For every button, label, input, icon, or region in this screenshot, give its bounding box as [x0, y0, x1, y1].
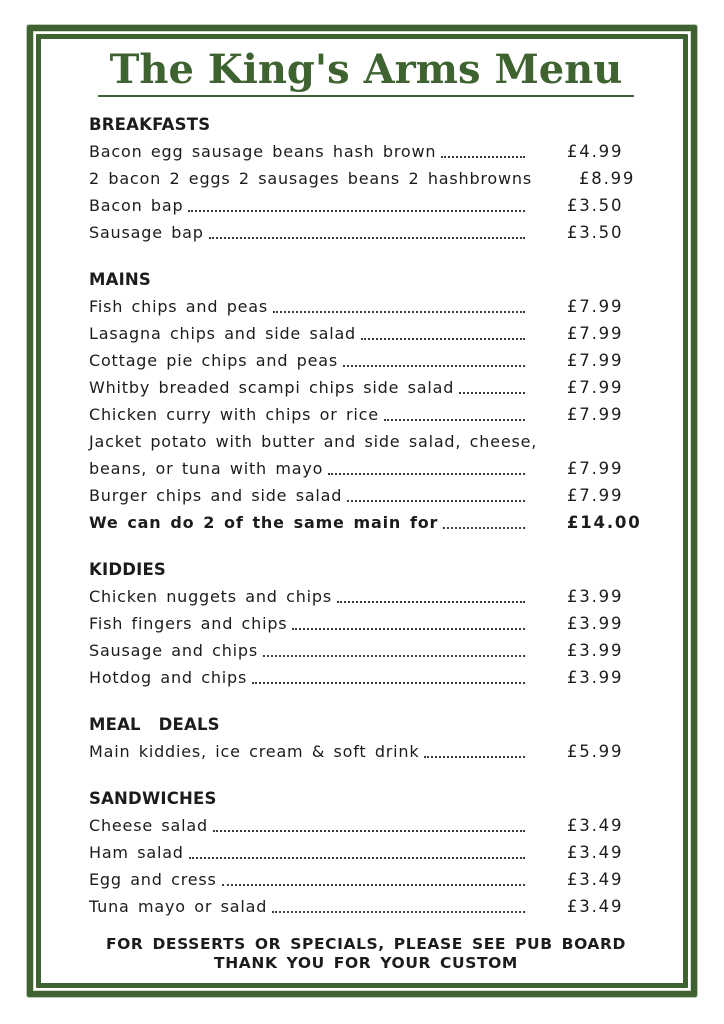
menu-title: The King's Arms Menu — [98, 47, 635, 97]
menu-footer — [89, 935, 643, 973]
menu-item-row — [89, 320, 643, 347]
decorative-border-inner — [36, 34, 688, 988]
menu-item-name: Cottage pie chips and peas — [89, 351, 339, 370]
menu-item-name: Cheese salad — [89, 816, 208, 835]
menu-item-name: Lasagna chips and side salad — [89, 324, 357, 343]
menu-item-row — [89, 455, 643, 482]
menu-section — [89, 266, 643, 536]
dotted-leader — [384, 419, 525, 421]
menu-item-price: £7.99 — [567, 459, 624, 478]
menu-item-row — [89, 219, 643, 246]
menu-item-row — [89, 637, 643, 664]
menu-item-row — [89, 583, 643, 610]
dotted-leader — [273, 311, 525, 313]
footer-line-2: THANK YOU FOR YOUR CUSTOM — [214, 954, 518, 972]
menu-item-price: £3.99 — [567, 641, 624, 660]
menu-item-price: £14.00 — [567, 513, 642, 532]
dotted-leader — [361, 338, 525, 340]
menu-item-row — [89, 347, 643, 374]
section-rows — [89, 812, 643, 920]
menu-item-name: Bacon bap — [89, 196, 184, 215]
menu-item-row — [89, 401, 643, 428]
menu-item-price: £3.99 — [567, 614, 624, 633]
menu-item-name: We can do 2 of the same main for — [89, 513, 439, 532]
dotted-leader — [189, 857, 525, 859]
menu-item-name: Sausage bap — [89, 223, 204, 242]
dotted-leader — [209, 237, 525, 239]
section-rows — [89, 738, 643, 765]
menu-item-row — [89, 738, 643, 765]
menu-item-name: Chicken curry with chips or rice — [89, 405, 379, 424]
menu-item-price: £3.99 — [567, 587, 624, 606]
menu-item-name: 2 bacon 2 eggs 2 sausages beans 2 hashbrowns — [89, 169, 532, 188]
menu-item-price: £7.99 — [567, 351, 624, 370]
menu-item-price: £7.99 — [567, 486, 624, 505]
footer-line-1: FOR DESSERTS OR SPECIALS, PLEASE SEE PUB BOARD — [105, 935, 627, 953]
dotted-leader — [328, 473, 525, 475]
dotted-leader — [459, 392, 525, 394]
menu-content — [41, 39, 683, 983]
menu-item-row — [89, 610, 643, 637]
section-title: MAINS — [89, 270, 152, 289]
dotted-leader — [292, 628, 525, 630]
menu-sections — [89, 111, 643, 920]
menu-item-price: £8.99 — [578, 169, 636, 188]
menu-item-price: £3.50 — [567, 196, 624, 215]
menu-item-row — [89, 839, 643, 866]
section-title: SANDWICHES — [89, 789, 217, 808]
menu-item-price: £3.49 — [567, 897, 624, 916]
menu-section — [89, 111, 643, 246]
section-title: BREAKFASTS — [89, 115, 211, 134]
decorative-border-outer — [27, 25, 697, 997]
menu-item-name: Tuna mayo or salad — [89, 897, 268, 916]
dotted-leader — [222, 884, 525, 886]
dotted-leader — [424, 756, 525, 758]
menu-section — [89, 785, 643, 920]
menu-item-row — [89, 165, 643, 192]
menu-item-price: £7.99 — [567, 378, 624, 397]
menu-item-price: £7.99 — [567, 324, 624, 343]
menu-item-name: Fish fingers and chips — [89, 614, 288, 633]
dotted-leader — [337, 601, 525, 603]
menu-item-name: Bacon egg sausage beans hash brown — [89, 142, 437, 161]
menu-item-row — [89, 893, 643, 920]
section-rows — [89, 293, 643, 536]
dotted-leader — [441, 156, 525, 158]
menu-item-price: £5.99 — [567, 742, 624, 761]
dotted-leader — [252, 682, 525, 684]
menu-item-row — [89, 812, 643, 839]
menu-item-price: £7.99 — [567, 297, 624, 316]
menu-item-name: Fish chips and peas — [89, 297, 269, 316]
menu-item-name: Jacket potato with butter and side salad, cheese, — [89, 432, 538, 451]
menu-item-price: £3.49 — [567, 816, 624, 835]
menu-item-row — [89, 374, 643, 401]
section-rows — [89, 583, 643, 691]
menu-item-name: Burger chips and side salad — [89, 486, 343, 505]
menu-item-price: £7.99 — [567, 405, 624, 424]
section-title: KIDDIES — [89, 560, 167, 579]
section-rows — [89, 138, 643, 246]
section-title: MEAL DEALS — [89, 715, 220, 734]
menu-item-price: £3.50 — [567, 223, 624, 242]
dotted-leader — [443, 527, 525, 529]
menu-item-price: £3.49 — [567, 870, 624, 889]
menu-item-name: Egg and cress — [89, 870, 217, 889]
menu-item-name: Ham salad — [89, 843, 184, 862]
menu-item-row — [89, 482, 643, 509]
menu-item-price: £3.99 — [567, 668, 624, 687]
menu-section — [89, 711, 643, 765]
title-area — [89, 47, 643, 97]
menu-item-row — [89, 866, 643, 893]
menu-item-row — [89, 293, 643, 320]
menu-item-row — [89, 509, 643, 536]
menu-item-name: Hotdog and chips — [89, 668, 248, 687]
menu-item-name: Main kiddies, ice cream & soft drink — [89, 742, 420, 761]
dotted-leader — [263, 655, 525, 657]
menu-item-row — [89, 192, 643, 219]
menu-item-row — [89, 428, 643, 455]
dotted-leader — [213, 830, 525, 832]
menu-item-name: Chicken nuggets and chips — [89, 587, 333, 606]
menu-section — [89, 556, 643, 691]
menu-item-name: Whitby breaded scampi chips side salad — [89, 378, 455, 397]
dotted-leader — [188, 210, 525, 212]
menu-item-price: £4.99 — [567, 142, 624, 161]
dotted-leader — [343, 365, 525, 367]
menu-item-name: Sausage and chips — [89, 641, 258, 660]
menu-item-row — [89, 664, 643, 691]
dotted-leader — [347, 500, 525, 502]
menu-item-price: £3.49 — [567, 843, 624, 862]
dotted-leader — [272, 911, 525, 913]
menu-item-name: beans, or tuna with mayo — [89, 459, 324, 478]
menu-item-row — [89, 138, 643, 165]
